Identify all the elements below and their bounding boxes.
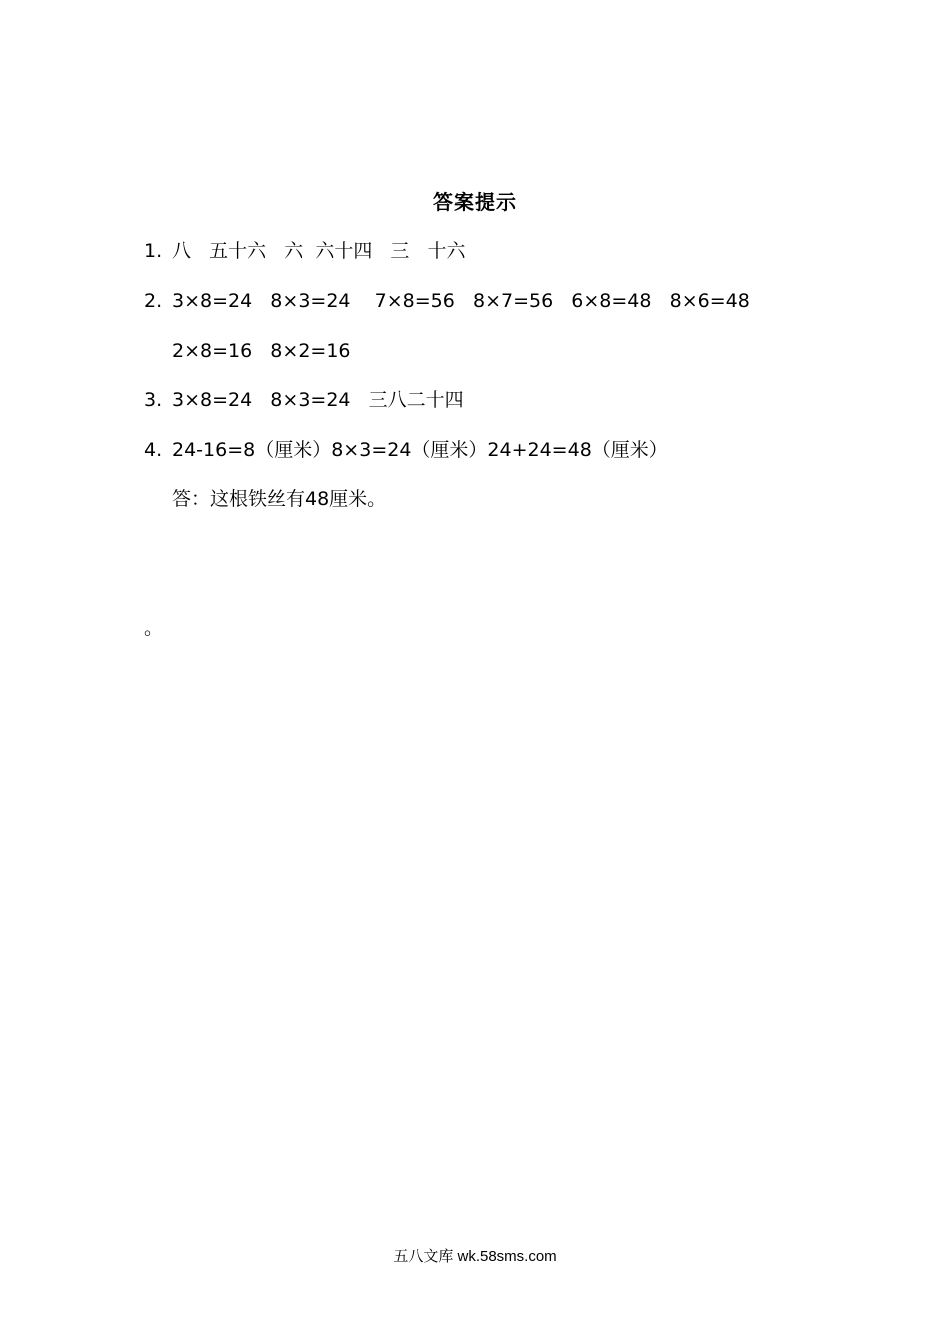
answer-line-2-continued [172,337,351,365]
answer-line-1 [144,237,466,265]
answer-text: 3×8=24 8×3=24 三八二十四 [172,389,464,411]
answer-text: 24-16=8（厘米）8×3=24（厘米）24+24=48（厘米） [172,439,668,461]
answer-text: 八 五十六 六 六十四 三 十六 [172,240,466,262]
answer-text: 答：这根铁丝有48厘米。 [172,488,387,510]
footer-watermark: 五八文库 wk.58sms.com [393,1248,557,1265]
page-title: 答案提示 [433,190,517,214]
answer-number: 4. [144,439,163,461]
answer-number: 1. [144,240,163,262]
answer-text: 3×8=24 8×3=24 7×8=56 8×7=56 6×8=48 8×6=48 [172,290,750,312]
answer-number: 2. [144,290,163,312]
stray-period: 。 [144,617,164,639]
answer-line-3 [144,386,464,414]
answer-number: 3. [144,389,163,411]
answer-line-4 [144,436,668,464]
answer-text: 2×8=16 8×2=16 [172,340,351,362]
answer-line-2 [144,287,750,315]
answer-line-4-conclusion [172,485,386,513]
